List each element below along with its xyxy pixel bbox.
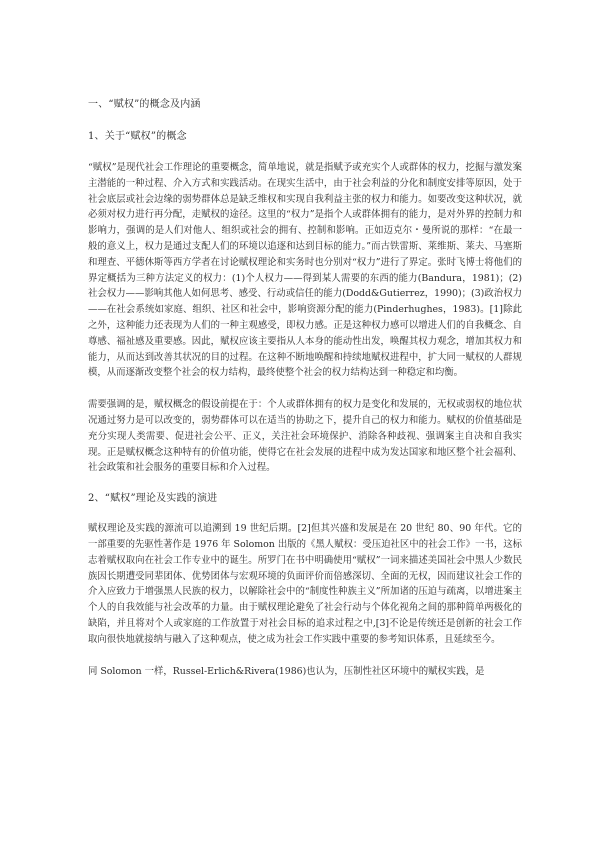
- body-paragraph-1: “赋权”是现代社会工作理论的重要概念，简单地说，就是指赋予或充实个人或群体的权力，挖掘与激发案主潜能的一种过程、介入方式和实践活动。在现实生活中，由于社会利益的分化和制度安排等原因，处于社会底层或社会边缘的弱势群体总是缺乏维权和实现自我利益主张的权力和能力。如要改变这种状况，就必须对权力进行再分配，走赋权的途径。这里的“权力”是指个人或群体拥有的能力，是对外界的控制力和影响力，强调的是人们对他人、组织或社会的拥有、控制和影响。正如迈克尔・曼所说的那样：“在最一般的意义上，权力是通过支配人们的环境以追逐和达到目标的能力。”而古铁雷斯、莱维斯、莱夫、马塞斯和理查、平德休斯等西方学者在讨论赋权理论和实务时也分别对“权力”进行了界定。张时飞博士将他们的界定概括为三种方法定义的权力：(1)个人权力——得到某人需要的东西的能力(Bandura，1981)；(2)社会权力——影响其他人如何思考、感受、行动或信任的能力(Dodd&Gutierrez，1990)；(3)政治权力——在社会系统如家庭、组织、社区和社会中，影响资源分配的能力(Pinderhughes，1983)。[1]除此之外，这种能力还表现为人们的一种主观感受，即权力感。正是这种权力感可以增进人们的自我概念、自尊感、福祉感及重要感。因此，赋权应该主要指从人本身的能动性出发，唤醒其权力观念，增加其权力和能力，从而达到改善其状况的目的过程。在这种不断地唤醒和持续地赋权进程中，扩大同一赋权的人群规模，从而逐渐改变整个社会的权力结构，最终使整个社会的权力结构达到一种稳定和均衡。: [88, 162, 522, 379]
- body-paragraph-2: 需要强调的是，赋权概念的假设前提在于：个人或群体拥有的权力是变化和发展的，无权或弱权的地位状况通过努力是可以改变的，弱势群体可以在适当的协助之下，提升自己的权力和能力。赋权的价值基础是充分实现人类需要、促进社会公平、正义，关注社会环境保护、消除各种歧视、强调案主自决和自我实现。正是赋权概念这种特有的价值功能，使得它在社会发展的进程中成为发达国家和地区整个社会福利、社会政策和社会服务的重要目标和介入过程。: [88, 399, 522, 474]
- body-paragraph-4: 同 Solomon 一样，Russel-Erlich&Rivera(1986)也认为，压制性社区环境中的赋权实践，是: [88, 665, 485, 677]
- subsection-heading-1-1: 1、关于“赋权”的概念: [88, 131, 187, 142]
- section-heading-1: 一、“赋权”的概念及内涵: [88, 99, 201, 110]
- subsection-heading-1-2: 2、“赋权”理论及实践的演进: [88, 493, 218, 505]
- body-paragraph-3: 赋权理论及实践的源流可以追溯到 19 世纪后期。[2]但其兴盛和发展是在 20 世纪 80、90 年代。它的一部重要的先驱性著作是 1976 年 Solomon 出版的《黑人赋权：受压迫社区中的社会工作》一书，这标志着赋权取向在社会工作专业中的诞生。所罗门在书中明确使用“赋权”一词来描述美国社会中黑人少数民族因长期遭受同辈团体、优势团体与宏观环境的负面评价而倍感深切、全面的无权，因而建议社会工作的介入应致力于增强黑人民族的权力，以解除社会中的“制度性种族主义”所加诸的压迫与疏离，以增进案主个人的自我效能与社会改革的力量。由于赋权理论避免了社会行动与个体化视角之间的那种简单两极化的缺陷，并且将对个人或家庭的工作放置于对社会目标的追求过程之中,[3]不论是传统还是创新的社会工作取向很快地就接纳与融入了这种观点，使之成为社会工作实践中重要的参考知识体系，且延续至今。: [88, 523, 522, 645]
